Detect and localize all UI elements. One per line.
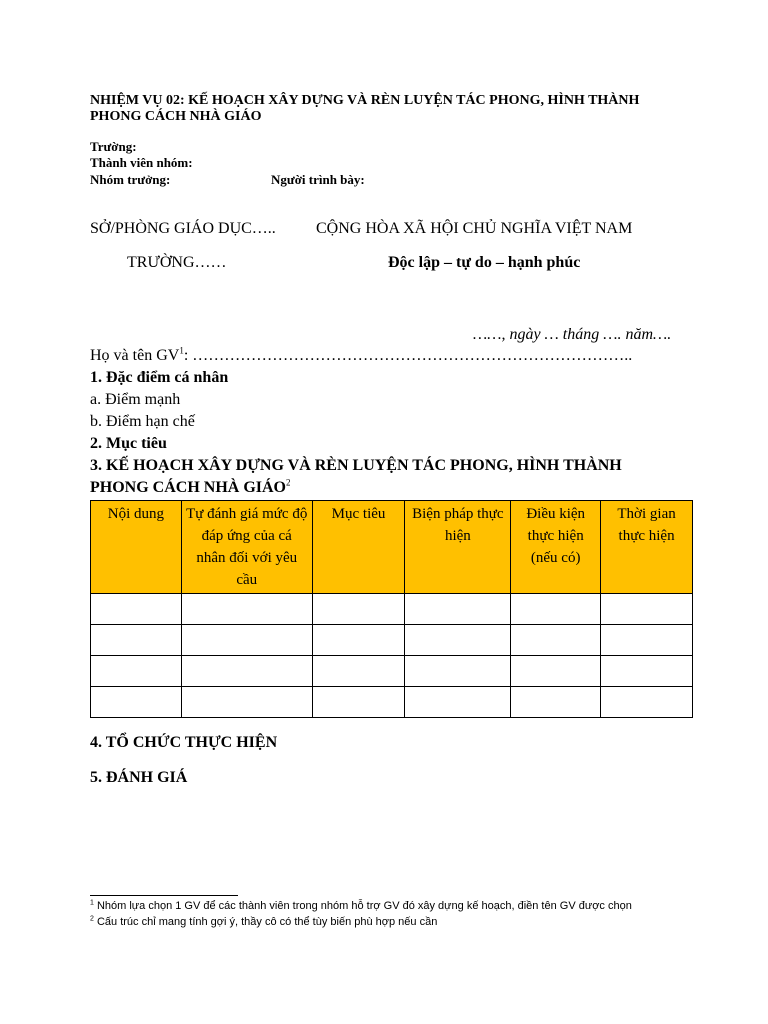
- table-row: [91, 625, 693, 656]
- table-cell[interactable]: [312, 625, 405, 656]
- section-4-heading: 4. TỔ CHỨC THỰC HIỆN: [90, 734, 278, 751]
- column-header-goal: Mục tiêu: [312, 501, 405, 594]
- nation-heading: CỘNG HÒA XÃ HỘI CHỦ NGHĨA VIỆT NAM: [316, 220, 633, 237]
- section-3-heading-line-2: [90, 479, 291, 497]
- table-cell[interactable]: [91, 687, 182, 718]
- school-heading: TRƯỜNG……: [127, 254, 227, 271]
- footnote-2-number: 2: [90, 915, 94, 923]
- footnote-separator: [90, 895, 238, 896]
- footnote-2: [90, 916, 437, 928]
- table-cell[interactable]: [405, 594, 511, 625]
- section-1-heading: 1. Đặc điểm cá nhân: [90, 369, 229, 386]
- table-cell[interactable]: [601, 594, 693, 625]
- table-cell[interactable]: [405, 656, 511, 687]
- weaknesses-item: b. Điểm hạn chế: [90, 413, 195, 430]
- date-line: ……, ngày … tháng …. năm….: [473, 326, 672, 343]
- table-cell[interactable]: [601, 656, 693, 687]
- table-cell[interactable]: [511, 687, 601, 718]
- table-cell[interactable]: [511, 594, 601, 625]
- section-2-heading: 2. Mục tiêu: [90, 435, 167, 452]
- column-header-self-assessment: Tự đánh giá mức độ đáp ứng của cá nhân đối với yêu cầu: [181, 501, 312, 594]
- column-header-measures: Biện pháp thực hiện: [405, 501, 511, 594]
- plan-table: [90, 500, 693, 718]
- footnote-1: [90, 900, 632, 912]
- table-cell[interactable]: [181, 625, 312, 656]
- teacher-dots: : ………………………………………………………………………..: [183, 347, 633, 364]
- footnote-2-text: Cấu trúc chỉ mang tính gợi ý, thầy cô có thể tùy biến phù hợp nếu cần: [93, 916, 438, 928]
- table-cell[interactable]: [601, 625, 693, 656]
- table-row: [91, 687, 693, 718]
- table-row: [91, 656, 693, 687]
- footnote-1-number: 1: [90, 899, 94, 907]
- table-cell[interactable]: [91, 625, 182, 656]
- teacher-name-line: [90, 347, 632, 365]
- column-header-timeline: Thời gian thực hiện: [601, 501, 693, 594]
- footnote-ref-2: 2: [286, 477, 291, 488]
- strengths-item: a. Điểm mạnh: [90, 391, 181, 408]
- table-cell[interactable]: [312, 594, 405, 625]
- table-cell[interactable]: [601, 687, 693, 718]
- school-label: Trường:: [90, 139, 137, 154]
- table-cell[interactable]: [511, 656, 601, 687]
- table-cell[interactable]: [91, 656, 182, 687]
- table-header-row: [91, 501, 693, 594]
- footnote-ref-1: 1: [179, 345, 184, 356]
- column-header-content: Nội dung: [91, 501, 182, 594]
- task-title-line-2: PHONG CÁCH NHÀ GIÁO: [90, 109, 262, 124]
- section-3-heading-line-1: 3. KẾ HOẠCH XÂY DỰNG VÀ RÈN LUYỆN TÁC PHONG, HÌNH THÀNH: [90, 457, 622, 474]
- members-label: Thành viên nhóm:: [90, 155, 193, 170]
- presenter-label: Người trình bày:: [271, 172, 365, 187]
- table-cell[interactable]: [91, 594, 182, 625]
- task-title-line-1: NHIỆM VỤ 02: KẾ HOẠCH XÂY DỰNG VÀ RÈN LUYỆN TÁC PHONG, HÌNH THÀNH: [90, 93, 640, 108]
- column-header-conditions: Điều kiện thực hiện (nếu có): [511, 501, 601, 594]
- department-heading: SỞ/PHÒNG GIÁO DỤC…..: [90, 220, 276, 237]
- table-cell[interactable]: [405, 687, 511, 718]
- table-cell[interactable]: [181, 656, 312, 687]
- table-cell[interactable]: [312, 687, 405, 718]
- leader-label: Nhóm trưởng:: [90, 172, 171, 187]
- table-cell[interactable]: [312, 656, 405, 687]
- table-cell[interactable]: [511, 625, 601, 656]
- section-5-heading: 5. ĐÁNH GIÁ: [90, 769, 188, 786]
- motto: Độc lập – tự do – hạnh phúc: [388, 254, 581, 271]
- teacher-label: Họ và tên GV: [90, 347, 180, 364]
- table-row: [91, 594, 693, 625]
- table-cell[interactable]: [181, 687, 312, 718]
- section-3-heading-text: PHONG CÁCH NHÀ GIÁO: [90, 479, 286, 496]
- table-cell[interactable]: [405, 625, 511, 656]
- table-cell[interactable]: [181, 594, 312, 625]
- footnote-1-text: Nhóm lựa chọn 1 GV để các thành viên trong nhóm hỗ trợ GV đó xây dựng kế hoạch, điền tên GV được chọn: [93, 900, 632, 912]
